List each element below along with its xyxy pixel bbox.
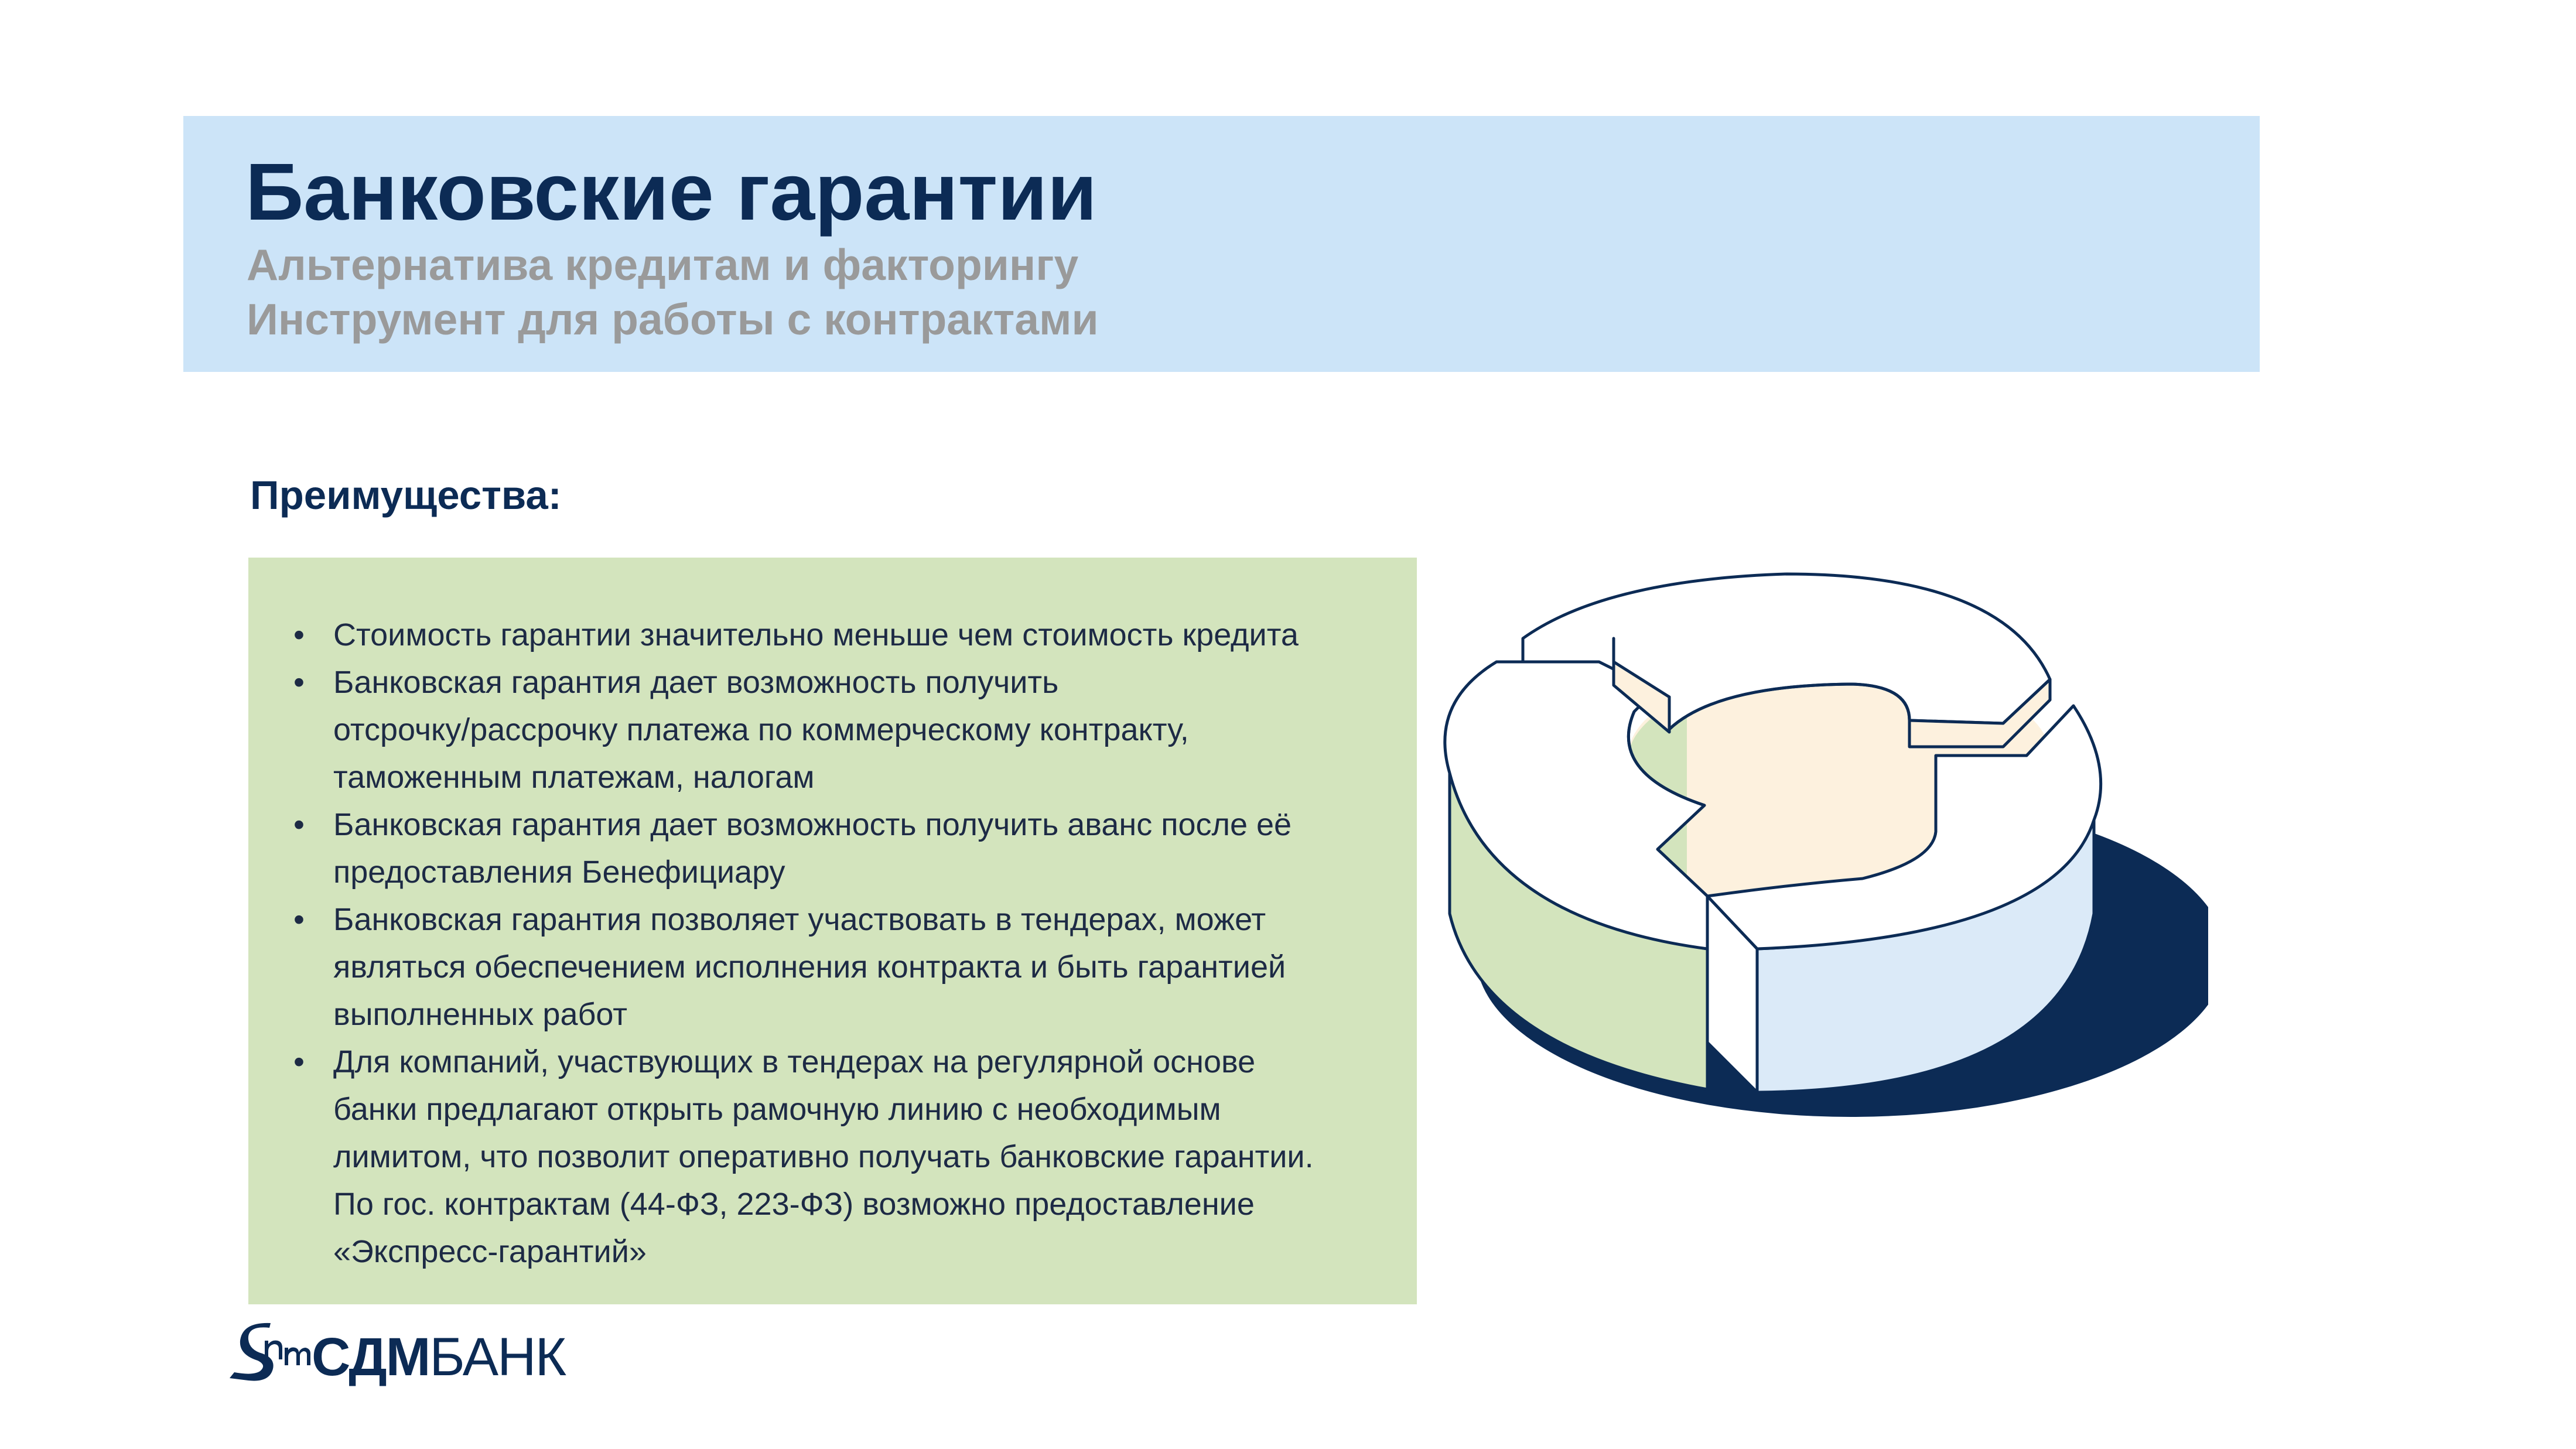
list-item-text: таможенным платежам, налогам bbox=[333, 760, 815, 795]
list-item-text: Банковская гарантия дает возможность получить bbox=[333, 665, 1059, 700]
sdm-bank-logo-text bbox=[312, 1328, 565, 1386]
sdm-bank-logo-mark-icon bbox=[224, 1315, 312, 1397]
list-item-text: Для компаний, участвующих в тендерах на регулярной основе bbox=[333, 1044, 1256, 1079]
list-item bbox=[293, 611, 1406, 659]
list-item-text: являться обеспечением исполнения контракта и быть гарантией bbox=[333, 949, 1286, 985]
bullet-icon: • bbox=[293, 665, 305, 700]
advantages-heading: Преимущества: bbox=[250, 473, 562, 518]
list-item-text: «Экспресс-гарантий» bbox=[333, 1234, 647, 1269]
list-item bbox=[293, 1038, 1406, 1276]
list-item bbox=[293, 896, 1406, 1038]
list-item-text: отсрочку/рассрочку платежа по коммерческому контракту, bbox=[333, 712, 1189, 747]
list-item-text: Банковская гарантия позволяет участвовать в тендерах, может bbox=[333, 902, 1266, 937]
bullet-icon: • bbox=[293, 807, 305, 842]
logo-text-bold: СДМ bbox=[312, 1327, 430, 1387]
bullet-icon: • bbox=[293, 1044, 305, 1079]
bullet-icon: • bbox=[293, 617, 305, 652]
advantages-list bbox=[293, 611, 1406, 1276]
sdm-bank-logo bbox=[224, 1315, 599, 1397]
list-item bbox=[293, 801, 1406, 896]
list-item-text: предоставления Бенефициару bbox=[333, 855, 785, 890]
list-item-text: По гос. контрактам (44-ФЗ, 223-ФЗ) возможно предоставление bbox=[333, 1187, 1255, 1222]
subtitle-alternative: Альтернатива кредитам и факторингу bbox=[247, 240, 1079, 289]
list-item bbox=[293, 659, 1406, 801]
list-item-text: Стоимость гарантии значительно меньше чем стоимость кредита bbox=[333, 617, 1299, 652]
list-item-text: банки предлагают открыть рамочную линию с необходимым bbox=[333, 1092, 1221, 1127]
list-item-text: лимитом, что позволит оперативно получать банковские гарантии. bbox=[333, 1139, 1314, 1174]
bullet-icon: • bbox=[293, 902, 305, 937]
list-item-text: выполненных работ bbox=[333, 997, 627, 1032]
ring-segments-illustration bbox=[1429, 562, 2208, 1136]
logo-text-regular: БАНК bbox=[429, 1327, 566, 1387]
list-item-text: Банковская гарантия дает возможность получить аванс после её bbox=[333, 807, 1292, 842]
page-title: Банковские гарантии bbox=[245, 147, 1097, 237]
subtitle-instrument: Инструмент для работы с контрактами bbox=[247, 295, 1099, 344]
